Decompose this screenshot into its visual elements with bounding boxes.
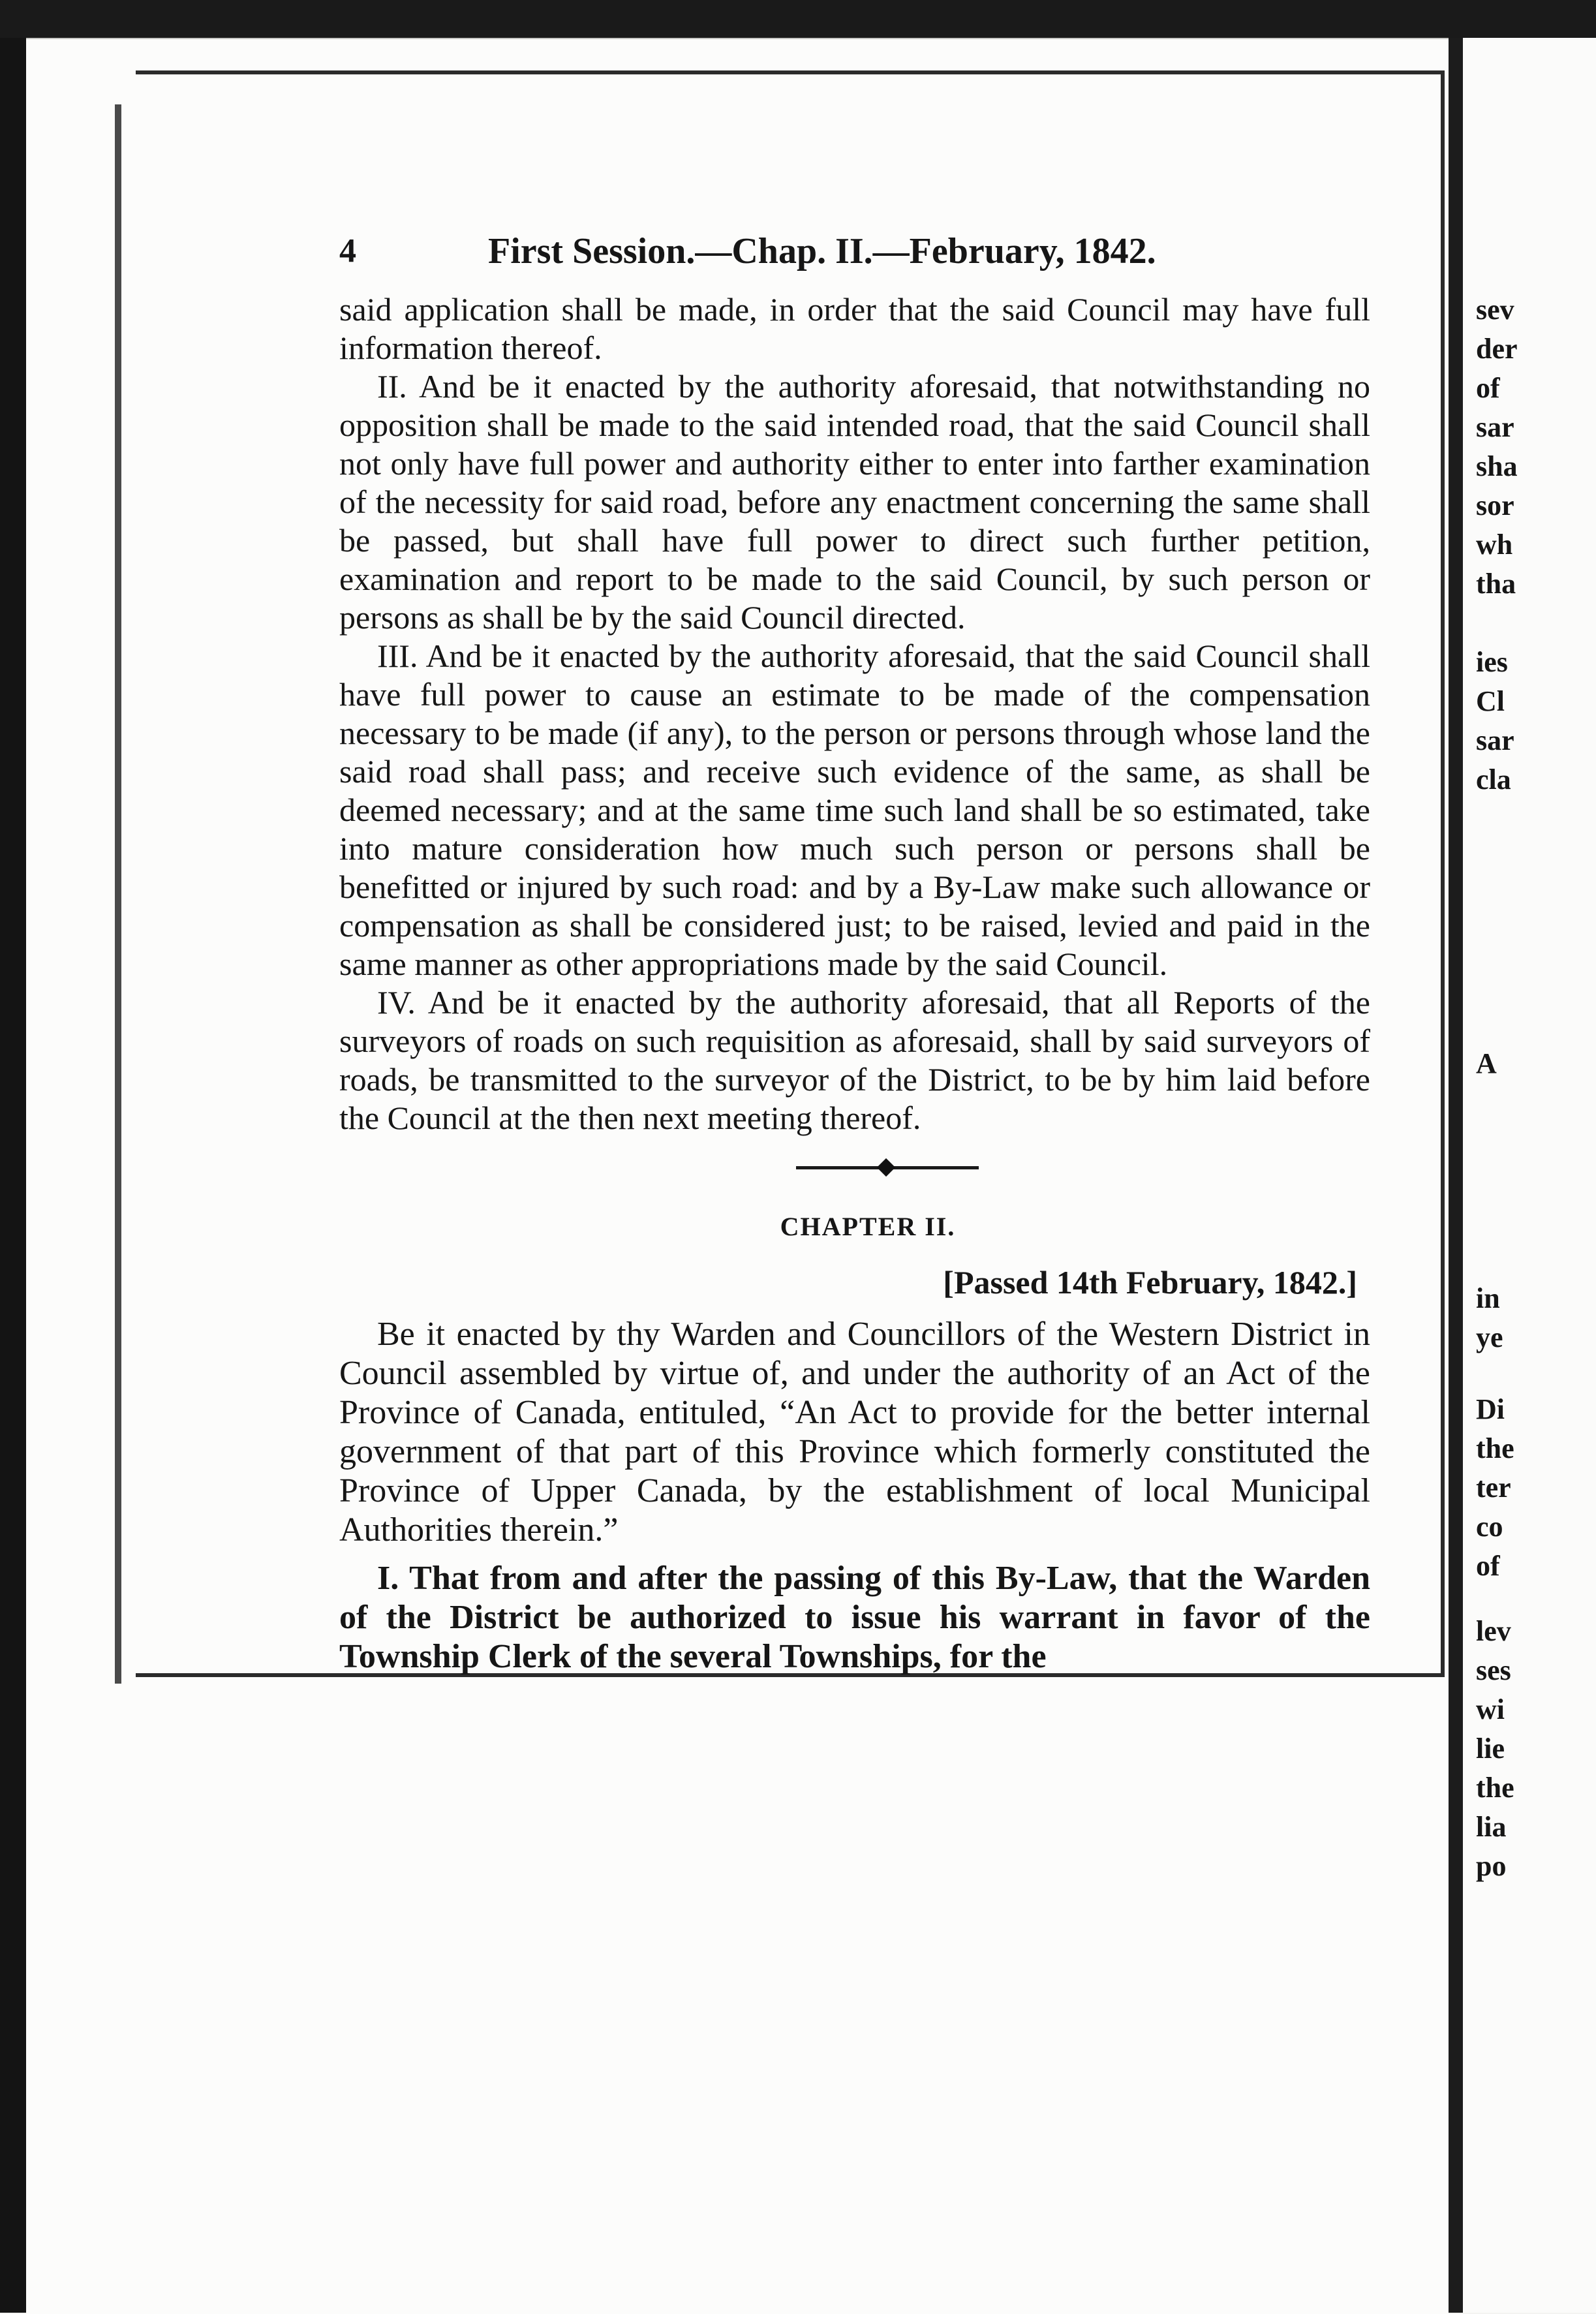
page-number: 4 <box>339 232 356 270</box>
ornamental-divider <box>339 1137 1370 1197</box>
scan-top-border <box>0 0 1596 38</box>
page-text <box>339 219 1370 1676</box>
facing-page-fragment <box>1463 38 1596 2313</box>
facing-page-text: the <box>1476 1772 1514 1804</box>
section-paragraph: III. And be it enacted by the authority aforesaid, that the said Council shall have full power to cause an estimate to be made of the compensation necessary to be made (if any), to the person or persons through whose land the said road shall pass; and receive such evidence of the same, as shall be deemed necessary; and at the same time such land shall be so estimated, take into mature consideration how much such person or persons shall be benefitted or injured by such road: and by a By-Law make such allowance or compensation as shall be considered just; to be raised, levied and paid in the same manner as other appropriations made by the said Council. <box>339 638 1370 982</box>
facing-page-text: wi <box>1476 1693 1505 1725</box>
chapter-heading: CHAPTER II. <box>780 1212 956 1241</box>
facing-page-text: lia <box>1476 1811 1507 1843</box>
facing-page-text: ye <box>1476 1321 1503 1353</box>
facing-page-text: sar <box>1476 724 1514 756</box>
section-paragraph: I. That from and after the passing of this By-Law, that the Warden of the District be authorized to issue his warrant in favor of the Township Clerk of the several Townships, for the <box>339 1560 1370 1675</box>
facing-page-text: co <box>1476 1511 1503 1543</box>
facing-page-text: the <box>1476 1432 1514 1464</box>
divider-ornament <box>877 1158 895 1177</box>
facing-page-text: sha <box>1476 450 1518 482</box>
section-paragraph: II. And be it enacted by the authority aforesaid, that notwithstanding no opposition shall be made to the said intended road, that the said Council shall not only have full power and authority either to enter into farther examination of the necessity for said road, before any enactment concerning the same shall be passed, but shall have full power to direct such further petition, examination and report to be made to the said Council, by such person or persons as shall be by the said Council directed. <box>339 368 1370 636</box>
facing-page-text: sor <box>1476 489 1514 521</box>
facing-page-text: of <box>1476 372 1500 404</box>
continued-paragraph: said application shall be made, in order that the said Council may have full information thereof. <box>339 291 1370 366</box>
facing-page-text: Di <box>1476 1393 1505 1425</box>
facing-page-text: ses <box>1476 1654 1511 1686</box>
enacting-preamble: Be it enacted by thy Warden and Councillors of the Western District in Council assembled by virtue of, and under the authority of an Act of the Province of Canada, entituled, “An Act to provide for the better internal government of that part of this Province which formerly constituted the Province of Upper Canada, by the establishment of local Municipal Authorities therein.” <box>339 1316 1370 1549</box>
page-edge-shadow <box>115 104 121 1684</box>
facing-page-text: cla <box>1476 764 1511 795</box>
book-gutter <box>1449 38 1463 2313</box>
facing-page-text: der <box>1476 333 1518 365</box>
scan-left-border <box>0 38 26 2313</box>
facing-page-text: Cl <box>1476 685 1505 717</box>
facing-page-text: lie <box>1476 1733 1505 1765</box>
facing-page-text: tha <box>1476 568 1516 600</box>
facing-page-text: sev <box>1476 294 1514 326</box>
facing-page-text: A <box>1476 1047 1497 1079</box>
facing-page-text: lev <box>1476 1615 1511 1647</box>
facing-page-text: ter <box>1476 1472 1511 1504</box>
facing-page-text: po <box>1476 1850 1507 1882</box>
page-header <box>339 219 1370 290</box>
facing-page-text: wh <box>1476 529 1513 561</box>
running-head: First Session.—Chap. II.—February, 1842. <box>488 231 1156 271</box>
facing-page-text: ies <box>1476 646 1508 678</box>
section-paragraph: IV. And be it enacted by the authority aforesaid, that all Reports of the surveyors of roads on such requisition as aforesaid, shall by said surveyors of roads, be transmitted to the surveyor of the District, to be by him laid before the Council at the then next meeting thereof. <box>339 984 1370 1136</box>
facing-page-text: in <box>1476 1282 1500 1314</box>
facing-page-text: sar <box>1476 411 1514 443</box>
passed-date-note: [Passed 14th February, 1842.] <box>943 1264 1357 1301</box>
facing-page-text: of <box>1476 1550 1500 1582</box>
